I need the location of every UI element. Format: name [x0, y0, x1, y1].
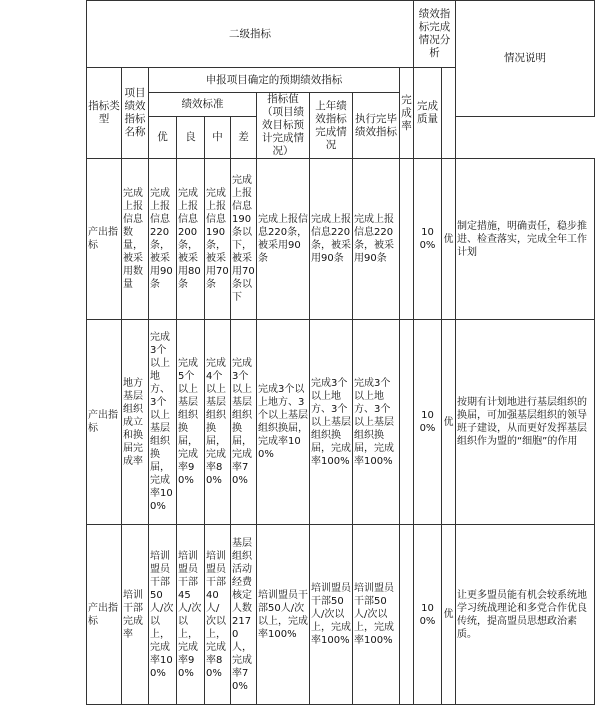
cell-excellent: 完成上报信息220条，被采用90条 [149, 159, 177, 320]
cell-good: 培训盟员干部45人/次以上，完成率90% [177, 525, 205, 705]
cell-completion-quality: 优 [442, 320, 456, 525]
cell-completion-rate: 100% [414, 320, 442, 525]
cell-situation-note: 让更多盟员能有机会较系统地学习统战理论和多党合作优良传统，提高盟员思想政治素质。 [456, 525, 595, 705]
performance-indicator-table [86, 0, 595, 705]
cell-indicator-type: 产出指标 [87, 159, 122, 320]
cell-indicator-type: 产出指标 [87, 320, 122, 525]
table-row [87, 159, 595, 320]
cell-poor: 基层组织活动经费核定人数2170人，完成率70% [231, 525, 257, 705]
cell-poor: 完成3个以上基层组织换届，完成率70% [231, 320, 257, 525]
cell-indicator-name: 地方基层组织成立和换届完成率 [122, 320, 149, 525]
cell-completion-rate: 100% [414, 159, 442, 320]
header-completion-quality: 完成质量 [414, 68, 442, 159]
cell-excellent: 完成3个以上地方、3个以上基层组织换届，完成率100% [149, 320, 177, 525]
header-declared-expected: 申报项目确定的预期绩效指标 [149, 68, 400, 93]
cell-good: 完成上报信息200条，被采用80条 [177, 159, 205, 320]
cell-situation-note: 按期有计划地进行基层组织的换届，可加强基层组织的领导班子建设，从而更好发挥基层组织作为盟的“细胞”的作用 [456, 320, 595, 525]
header-grade-medium: 中 [205, 117, 231, 159]
cell-excellent: 培训盟员干部50人/次以上，完成率100% [149, 525, 177, 705]
cell-empty [400, 320, 414, 525]
cell-completion-quality: 优 [442, 525, 456, 705]
cell-last-year: 完成上报信息220条，被采用90条 [310, 159, 353, 320]
cell-execution: 完成3个以上地方、3个以上基层组织换届，完成率100% [353, 320, 400, 525]
header-situation-desc: 情况说明 [456, 1, 595, 117]
header-perf-standard: 绩效标准 [149, 93, 257, 117]
header-indicator-name: 项目绩效指标名称 [122, 68, 149, 159]
cell-medium: 完成上报信息190条，被采用70条 [205, 159, 231, 320]
header-perf-completion-analysis: 绩效指标完成情况分析 [414, 1, 456, 68]
header-last-year: 上年绩效指标完成情况 [310, 93, 353, 159]
cell-good: 完成5个以上基层组织换届，完成率90% [177, 320, 205, 525]
table-row [87, 320, 595, 525]
cell-indicator-value: 培训盟员干部50人/次以上，完成率100% [257, 525, 310, 705]
header-grade-excellent: 优 [149, 117, 177, 159]
cell-execution: 培训盟员干部50人/次以上，完成率100% [353, 525, 400, 705]
header-secondary-indicator: 二级指标 [87, 1, 414, 68]
header-grade-poor: 差 [231, 117, 257, 159]
cell-empty [400, 525, 414, 705]
header-indicator-value: 指标值（项目绩效目标预计完成情况） [257, 93, 310, 159]
cell-last-year: 培训盟员干部50人/次以上，完成率100% [310, 525, 353, 705]
header-completion-rate: 完成率 [400, 68, 414, 159]
cell-medium: 完成4个以上基层组织换届，完成率80% [205, 320, 231, 525]
cell-indicator-value: 完成上报信息220条，被采用90条 [257, 159, 310, 320]
cell-completion-quality: 优 [442, 159, 456, 320]
header-execution: 执行完毕绩效指标 [353, 93, 400, 159]
table-row [87, 525, 595, 705]
header-indicator-type: 指标类型 [87, 68, 122, 159]
cell-empty [400, 159, 414, 320]
cell-indicator-value: 完成3个以上地方、3个以上基层组织换届，完成率100% [257, 320, 310, 525]
cell-completion-rate: 100% [414, 525, 442, 705]
cell-last-year: 完成3个以上地方、3个以上基层组织换届，完成率100% [310, 320, 353, 525]
cell-execution: 完成上报信息220条，被采用90条 [353, 159, 400, 320]
cell-poor: 完成上报信息190条以下，被采用70条以下 [231, 159, 257, 320]
cell-indicator-type: 产出指标 [87, 525, 122, 705]
header-grade-good: 良 [177, 117, 205, 159]
cell-indicator-name: 完成上报信息数量，被采用数量 [122, 159, 149, 320]
header-empty-cell [442, 68, 456, 159]
cell-medium: 培训盟员干部40人/次以上，完成率80% [205, 525, 231, 705]
cell-situation-note: 制定措施，明确责任，稳步推进、检查落实，完成全年工作计划 [456, 159, 595, 320]
cell-indicator-name: 培训干部完成率 [122, 525, 149, 705]
